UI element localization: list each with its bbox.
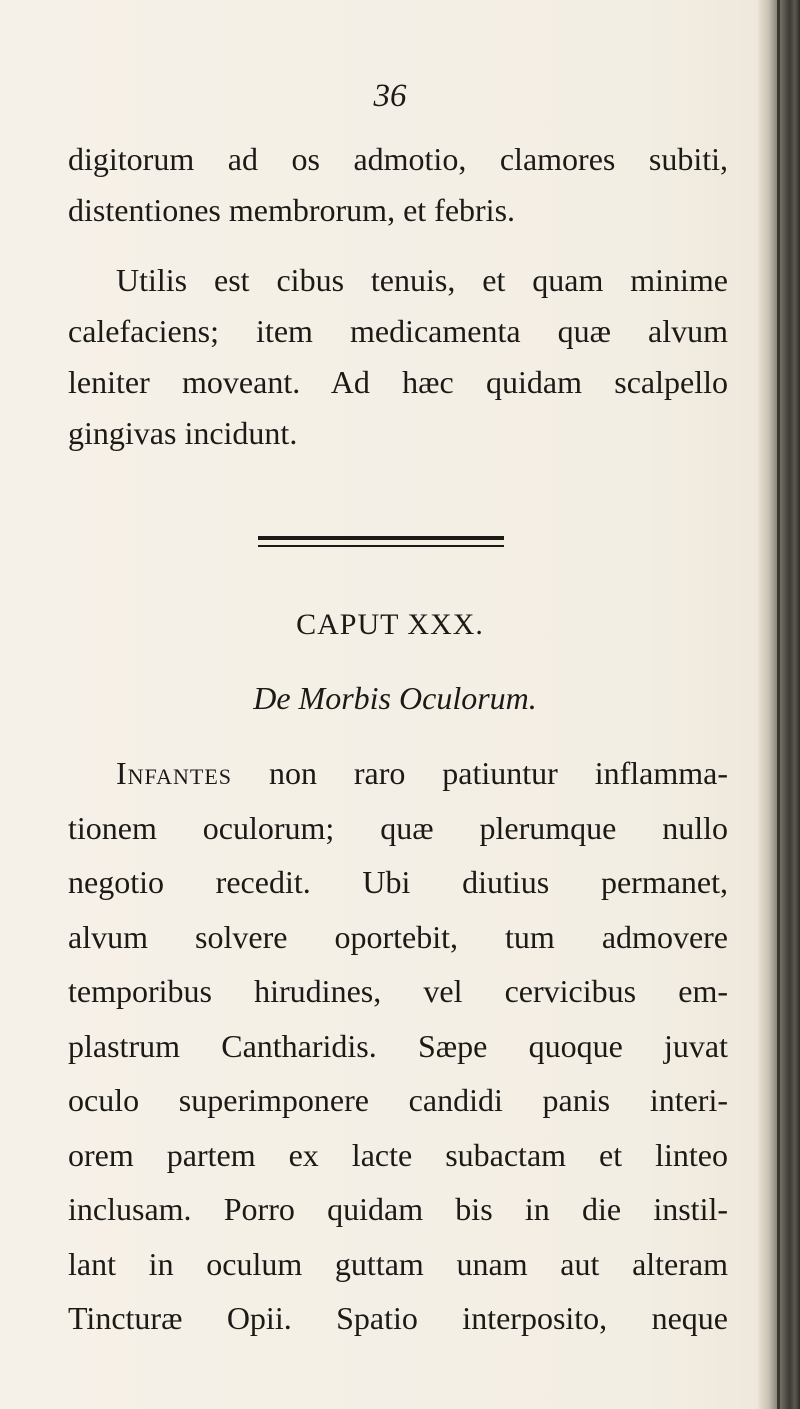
text-line: Tincturæ Opii. Spatio interposito, neque: [68, 1300, 728, 1336]
text-line: tionem oculorum; quæ plerumque nullo: [68, 809, 728, 846]
text-line: Utilis est cibus tenuis, et quam minime: [116, 262, 728, 298]
text-line: leniter moveant. Ad hæc quidam scalpello: [68, 364, 728, 400]
text-line: inclusam. Porro quidam bis in die instil-: [68, 1191, 728, 1227]
text-line: plastrum Cantharidis. Sæpe quoque juvat: [68, 1027, 728, 1064]
text-line: lant in oculum guttam unam aut alteram: [68, 1245, 728, 1282]
text-line: digitorum ad os admotio, clamores subiti,: [68, 141, 728, 177]
text-line: temporibus hirudines, vel cervicibus em-: [68, 973, 728, 1009]
paragraph-continued: [68, 134, 728, 236]
text-line: gingivas incidunt.: [68, 415, 298, 451]
chapter-heading: CAPUT XXX.: [296, 608, 484, 641]
divider-thin-rule: [258, 545, 504, 547]
page-number: 36: [373, 78, 407, 114]
text-line: negotio recedit. Ubi diutius permanet,: [68, 864, 728, 900]
section-divider: [258, 536, 504, 550]
opening-line-rest: non raro patiuntur inflamma-: [232, 755, 728, 791]
paragraph-treatment: [68, 255, 728, 459]
text-line: alvum solvere oportebit, tum admovere: [68, 918, 728, 955]
text-line: orem partem ex lacte subactam et linteo: [68, 1136, 728, 1173]
text-line: calefaciens; item medicamenta quæ alvum: [68, 313, 728, 349]
chapter-subtitle: De Morbis Oculorum.: [253, 680, 537, 716]
divider-thick-rule: [258, 536, 504, 540]
paragraph-eye-diseases: [68, 746, 728, 1346]
opening-word: Infantes: [116, 755, 233, 791]
text-line: [68, 746, 728, 801]
text-line: oculo superimponere candidi panis interi-: [68, 1082, 728, 1118]
text-line: distentiones membrorum, et febris.: [68, 192, 516, 228]
spine-shadow-line: [777, 0, 780, 1409]
